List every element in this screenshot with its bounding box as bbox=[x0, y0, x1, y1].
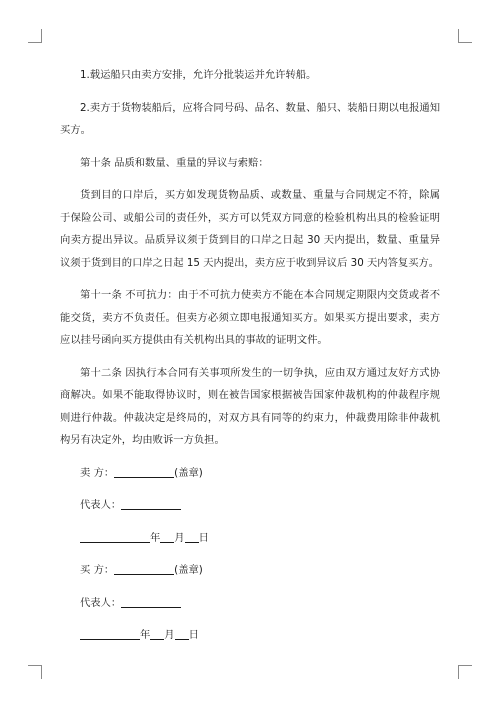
seller-month-label: 月 bbox=[174, 531, 185, 544]
clause-shipping-arrangement: 1.载运船只由卖方安排，允许分批装运并允许转船。 bbox=[80, 69, 317, 81]
clause-10-body: 货到目的口岸后，买方如发现货物品质、或数量、重量与合同规定不符，除属于保险公司、或船公司的责任外，买方可以凭双方同意的检验机构出具的检验证明向卖方提出异议。品质异议须于货到目的口岸之日起 30 天内提出，数量、重量异议须于货到目的口岸之日起 15 天内提出，卖方应于收到异议后 30 天内答复买方。 bbox=[60, 189, 440, 269]
buyer-year-blank[interactable] bbox=[80, 626, 140, 640]
clause-11-force-majeure: 第十一条 不可抗力：由于不可抗力使卖方不能在本合同规定期限内交货或者不能交货，卖方不负责任。但卖方必须立即电报通知买方。如果买方提出要求，卖方应以挂号函向买方提供由有关机构出具的事故的证明文件。 bbox=[60, 289, 440, 346]
buyer-month-blank[interactable] bbox=[150, 626, 164, 640]
seller-signature-line bbox=[60, 462, 440, 485]
seller-year-label: 年 bbox=[150, 531, 161, 544]
buyer-rep-blank[interactable] bbox=[121, 594, 181, 608]
seller-label: 卖 方： bbox=[80, 466, 115, 479]
seller-date-line bbox=[60, 527, 440, 550]
buyer-rep-label: 代表人： bbox=[80, 596, 122, 609]
buyer-day-blank[interactable] bbox=[175, 626, 189, 640]
seller-rep-blank[interactable] bbox=[121, 496, 181, 510]
buyer-signature-line bbox=[60, 559, 440, 582]
document-body bbox=[60, 64, 440, 657]
buyer-year-label: 年 bbox=[140, 629, 151, 641]
seller-seal-label: (盖章) bbox=[174, 466, 203, 479]
seller-day-blank[interactable] bbox=[185, 529, 199, 543]
buyer-seal-label: (盖章) bbox=[174, 564, 203, 576]
buyer-label: 买 方： bbox=[80, 564, 115, 576]
seller-year-blank[interactable] bbox=[80, 529, 150, 543]
crop-mark-bottom-right bbox=[458, 665, 472, 679]
seller-representative-line bbox=[60, 494, 440, 517]
buyer-date-line bbox=[60, 624, 440, 647]
buyer-representative-line bbox=[60, 592, 440, 615]
seller-day-label: 日 bbox=[198, 531, 209, 544]
crop-mark-top-left bbox=[28, 29, 42, 43]
buyer-day-label: 日 bbox=[188, 629, 199, 641]
crop-mark-bottom-left bbox=[28, 665, 42, 679]
buyer-signature-blank[interactable] bbox=[114, 561, 174, 575]
clause-12-arbitration: 第十二条 因执行本合同有关事项所发生的一切争执，应由双方通过友好方式协商解决。如果不能取得协议时，则在被告国家根据被告国家仲裁机构的仲裁程序规则进行仲裁。仲裁决定是终局的，对双方具有同等的约束力，仲裁费用除非仲裁机构另有决定外，均由败诉一方负担。 bbox=[60, 366, 440, 446]
clause-10-heading: 第十条 品质和数量、重量的异议与索赔： bbox=[80, 156, 269, 169]
crop-mark-top-right bbox=[458, 29, 472, 43]
seller-rep-label: 代表人： bbox=[80, 499, 122, 511]
seller-month-blank[interactable] bbox=[160, 529, 174, 543]
buyer-month-label: 月 bbox=[164, 629, 175, 641]
clause-shipping-notice: 2.卖方于货物装船后，应将合同号码、品名、数量、船只、装船日期以电报通知买方。 bbox=[60, 101, 440, 136]
seller-signature-blank[interactable] bbox=[114, 464, 174, 478]
